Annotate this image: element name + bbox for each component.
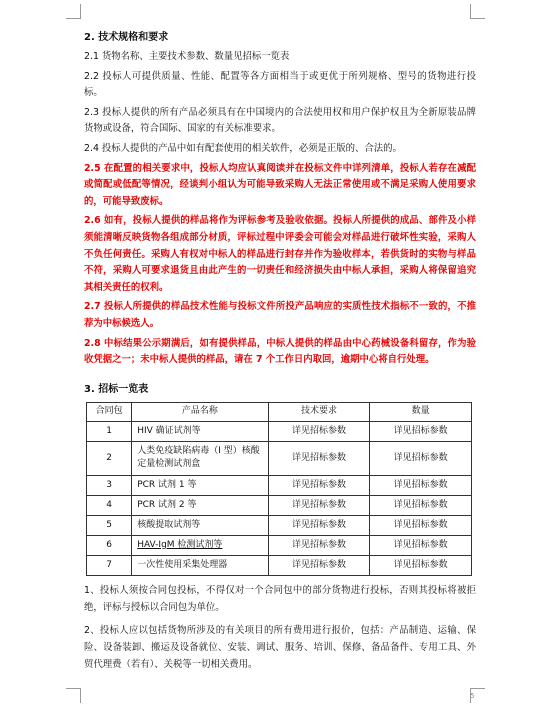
tech-requirements-cell: 详见招标参数	[268, 441, 370, 475]
quantity-cell: 详见招标参数	[370, 495, 472, 515]
tech-requirements-cell: 详见招标参数	[268, 535, 370, 555]
bid-table	[86, 402, 472, 576]
tech-requirements-cell: 详见招标参数	[268, 421, 370, 441]
paragraph-2-4: 2.4 投标人提供的产品中如有配套使用的相关软件，必须是正版的、合法的。	[84, 142, 402, 154]
tech-requirements-cell: 详见招标参数	[268, 555, 370, 575]
quantity-cell: 详见招标参数	[370, 475, 472, 495]
package-cell: 2	[87, 441, 132, 475]
product-name-cell: 一次性使用采集处理器	[132, 555, 268, 575]
column-header-quantity: 数量	[370, 402, 472, 421]
note-1: 1、投标人须按合同包投标，不得仅对一个合同包中的部分货物进行投标，否则其投标将被拒绝，评标与授标以合同包为单位。	[84, 584, 476, 613]
product-name-cell: HAV-IgM 检测试剂等	[132, 535, 268, 555]
paragraph-2-1: 2.1 货物名称、主要技术参数、数量见招标一览表	[84, 51, 290, 62]
tech-requirements-cell: 详见招标参数	[268, 495, 370, 515]
tech-requirements-cell: 详见招标参数	[268, 475, 370, 495]
column-header-product-name: 产品名称	[132, 402, 268, 421]
crop-mark-top-left	[66, 4, 81, 19]
paragraph-2-8: 2.8 中标结果公示期满后，如有提供样品，中标人提供的样品由中心药械设备科留存，作为验收凭据之一；未中标人提供的样品，请在 7 个工作日内取回，逾期中心将自行处理。	[84, 337, 476, 366]
package-cell: 4	[87, 495, 132, 515]
column-header-tech-requirements: 技术要求	[268, 402, 370, 421]
section-2-heading: 2. 技术规格和要求	[84, 32, 169, 43]
quantity-cell: 详见招标参数	[370, 441, 472, 475]
section-3-heading: 3. 招标一览表	[84, 383, 149, 395]
quantity-cell: 详见招标参数	[370, 555, 472, 575]
table-row	[87, 555, 472, 575]
page-number: 5	[470, 692, 475, 700]
table-row	[87, 515, 472, 535]
product-name-cell: HIV 确证试剂等	[132, 421, 268, 441]
paragraph-2-3: 2.3 投标人提供的所有产品必须具有在中国境内的合法使用权和用户保护权且为全新原装品牌货物或设备，符合国际、国家的有关标准要求。	[84, 106, 476, 135]
table-row	[87, 495, 472, 515]
paragraph-2-6: 2.6 如有，投标人提供的样品将作为评标参考及验收依据。投标人所提供的成品、部件及小样须能清晰反映货物各组成部分材质，评标过程中评委会可能会对样品进行破坏性实验，采购人不负任何责任。采购人有权对中标人的样品进行封存并作为验收样本，若供货时的实物与样品不符，采购人可要求退货且由此产生的一切责任和经济损失由中标人承担，采购人将保留追究其相关责任的权利。	[84, 215, 476, 293]
package-cell: 5	[87, 515, 132, 535]
document-body	[84, 30, 476, 679]
quantity-cell: 详见招标参数	[370, 421, 472, 441]
package-cell: 6	[87, 535, 132, 555]
note-2: 2、投标人应以包括货物所涉及的有关项目的所有费用进行报价，包括：产品制造、运输、保险、设备装卸、搬运及设备就位、安装、调试、服务、培训、保修、备品备件、专用工具、外贸代理费（若有）、关税等一切相关费用。	[84, 624, 476, 670]
column-header-package: 合同包	[87, 402, 132, 421]
table-notes	[84, 582, 476, 673]
product-name-cell: PCR 试剂 2 等	[132, 495, 268, 515]
quantity-cell: 详见招标参数	[370, 515, 472, 535]
crop-mark-bottom-left	[66, 688, 81, 703]
package-cell: 3	[87, 475, 132, 495]
table-row	[87, 535, 472, 555]
paragraph-2-5: 2.5 在配置的相关要求中，投标人均应认真阅读并在投标文件中详列清单，投标人若存在减配或简配或低配等情况，经谈判小组认为可能导致采购人无法正常使用或不满足采购人使用要求的，可能导致废标。	[84, 162, 476, 207]
package-cell: 1	[87, 421, 132, 441]
product-name-cell: 人类免疫缺陷病毒（I 型）核酸定量检测试剂盒	[132, 441, 268, 475]
product-name-cell: PCR 试剂 1 等	[132, 475, 268, 495]
paragraph-2-7: 2.7 投标人所提供的样品技术性能与投标文件所投产品响应的实质性技术指标不一致的，不推荐为中标候选人。	[84, 301, 476, 329]
crop-mark-top-right	[470, 4, 485, 19]
table-row	[87, 421, 472, 441]
table-row	[87, 475, 472, 495]
table-header-row	[87, 402, 472, 421]
product-name-cell: 核酸提取试剂等	[132, 515, 268, 535]
tech-requirements-cell: 详见招标参数	[268, 515, 370, 535]
paragraph-2-2: 2.2 投标人可提供质量、性能、配置等各方面相当于或更优于所列规格、型号的货物进行投标。	[84, 70, 476, 99]
table-row	[87, 441, 472, 475]
package-cell: 7	[87, 555, 132, 575]
quantity-cell: 详见招标参数	[370, 535, 472, 555]
